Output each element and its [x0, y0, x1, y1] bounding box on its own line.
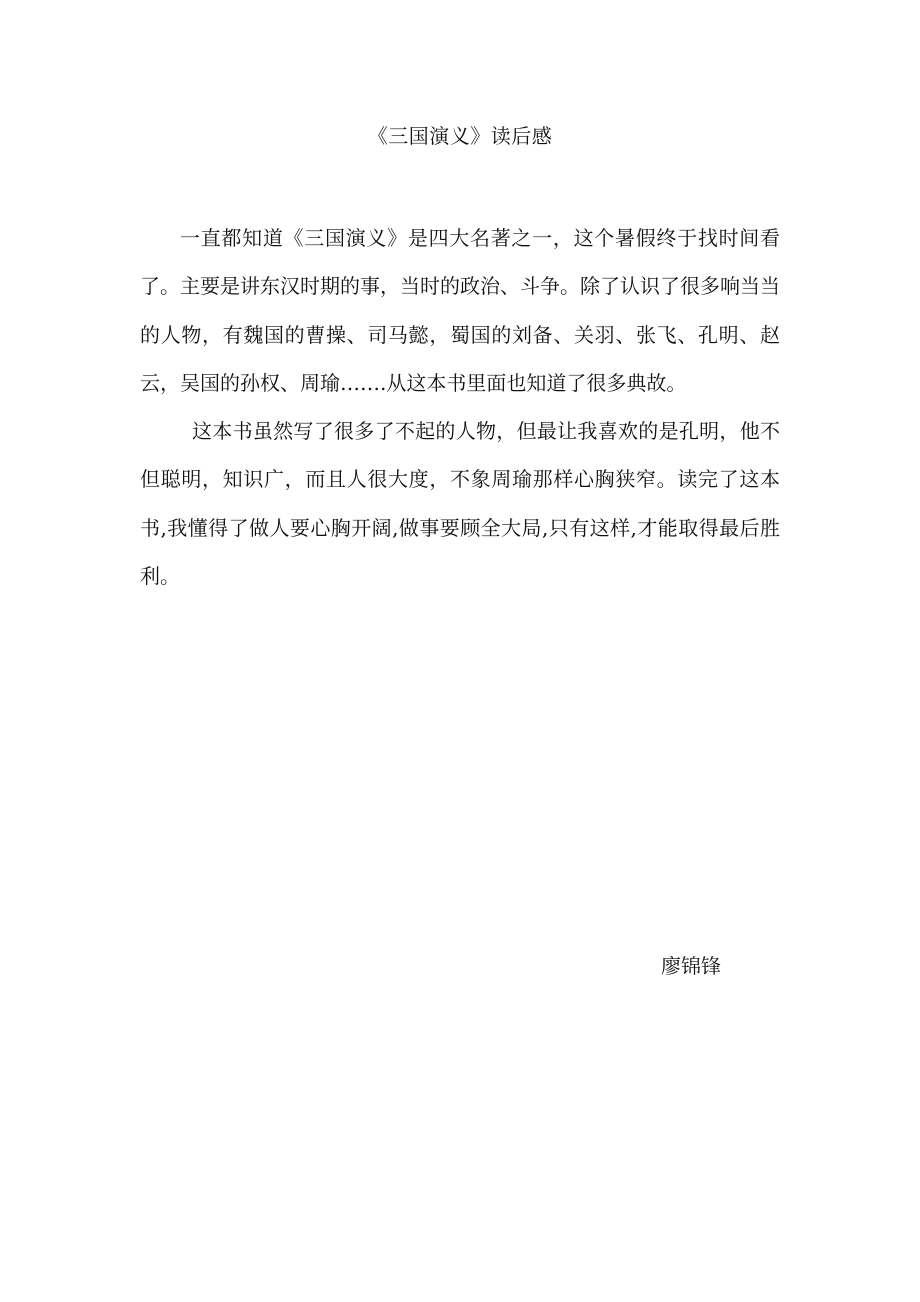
author-name: 廖锦锋 [661, 954, 721, 978]
paragraph-2: 这本书虽然写了很多了不起的人物，但最让我喜欢的是孔明，他不但聪明，知识广，而且人很大度，不象周瑜那样心胸狭窄。读完了这本书,我懂得了做人要心胸开阔,做事要顾全大局,只有这样,才能取得最后胜利。 [140, 419, 780, 589]
paragraph-1: 一直都知道《三国演义》是四大名著之一，这个暑假终于找时间看了。主要是讲东汉时期的事，当时的政治、斗争。除了认识了很多响当当的人物，有魏国的曹操、司马懿，蜀国的刘备、关羽、张飞、孔明、赵云，吴国的孙权、周瑜…….从这本书里面也知道了很多典故。 [140, 226, 780, 395]
document-body [140, 214, 780, 600]
document-title: 《三国演义》读后感 [367, 124, 553, 148]
